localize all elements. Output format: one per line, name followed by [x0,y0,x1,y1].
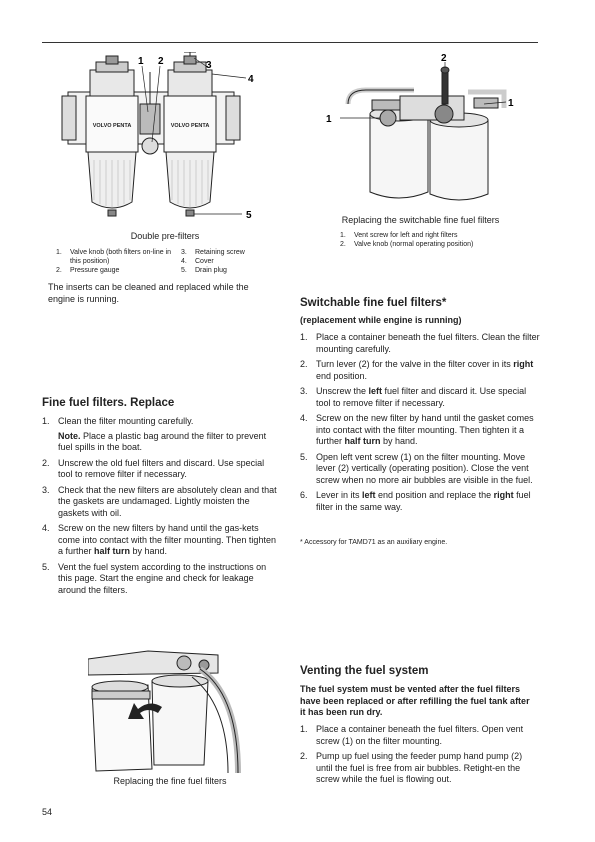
legend-text: Drain plug [195,267,227,274]
top-rule [42,42,538,43]
note-label: Note. [58,430,81,441]
step-text: by hand. [380,436,418,446]
list-item [300,724,540,747]
step-text: Unscrew the [316,386,369,396]
legend-text: Valve knob (both filters on-line in this position) [70,249,172,265]
list-item [300,452,540,487]
switchable-heading: Switchable fine fuel filters* [300,297,447,309]
step-emphasis: left [368,386,383,396]
step-number: 1. [300,724,308,734]
step-number: 2. [42,457,50,468]
step-number: 5. [300,451,308,462]
step-text: Place a container beneath the fuel filters. Clean the filter mounting carefully. [316,332,540,354]
step-emphasis: right [513,359,534,369]
legend-num: 2. [56,267,62,274]
step-text: Vent the fuel system according to the instructions on this page. Start the engine and check for leakage around the filters. [58,561,267,595]
legend-text: Cover [195,258,214,265]
step-emphasis: right [493,490,514,500]
step-number: 4. [300,413,308,423]
callout-1-left: 1 [326,114,332,125]
step-text: end position. [316,370,368,381]
step-number: 2. [300,359,308,369]
fine-filters-heading: Fine fuel filters. Replace [42,397,175,409]
callout-1-right: 1 [508,98,514,109]
list-item [300,332,540,355]
figure1-legend-right [181,248,281,275]
fine-filter-replacement-illustration [88,645,248,773]
brand-label-right: VOLVO PENTA [170,123,210,129]
step-emphasis: half turn [344,436,381,446]
callout-5: 5 [246,210,252,221]
list-item [300,413,540,448]
list-item [42,485,280,520]
step-number: 5. [42,561,50,572]
step-text: Place a container beneath the fuel filters. Open vent screw (1) on the filter mounting. [316,724,524,746]
list-item [300,751,540,786]
callout-3: 3 [206,60,212,71]
list-item [300,490,540,513]
list-item [42,416,280,454]
step-number: 1. [42,416,50,426]
step-number: 1. [300,332,308,342]
step-text: Turn lever (2) for the valve in the filter cover in its [316,359,514,369]
step-number: 3. [42,484,50,495]
figure1-caption: Double pre-filters [130,231,200,241]
callout-2: 2 [441,53,447,64]
step-text: Lever in its [316,490,363,500]
legend-num: 5. [181,267,187,274]
step-text: fuel filter and discard it. Use special tool to remove filter if necessary. [316,386,527,408]
list-item [42,458,280,481]
step-text: Screw on the new filters by hand until the gas-kets come into contact with the filter mounting. Then tighten a further [58,523,276,556]
fine-filters-steps [42,416,280,600]
figure1-legend-left [56,248,176,275]
step-text: fuel filter in the same way. [316,490,531,512]
step-number: 6. [300,490,308,500]
step-number: 2. [300,751,308,761]
legend-num: 4. [181,258,187,265]
step-emphasis: half turn [94,546,131,556]
figure2-caption: Replacing the switchable fine fuel filters [341,215,500,225]
legend-text: Retaining screw [195,249,245,256]
figure3-caption: Replacing the fine fuel filters [113,776,227,786]
list-item [42,562,280,597]
list-item [300,359,540,382]
step-emphasis: left [362,490,376,500]
inserts-note: The inserts can be cleaned and replaced while the engine is running. [48,282,249,304]
step-text: Unscrew the old fuel filters and discard. Use special tool to remove filter if necessary. [58,457,265,479]
legend-num: 1. [56,249,62,256]
footnote: * Accessory for TAMD71 as an auxiliary engine. [300,539,448,546]
switchable-subheading: (replacement while engine is running) [300,315,462,325]
venting-steps [300,724,540,790]
step-number: 3. [300,386,308,396]
step-text: Open left vent screw (1) on the filter mounting. Move lever (2) vertically (operating position). Close the vent screw when no more air bubbles are visible in the fuel. [316,451,533,485]
step-number: 4. [42,523,50,533]
step-text: Clean the filter mounting carefully. [58,416,194,426]
legend-num: 1. [340,232,346,239]
note-text: Place a plastic bag around the filter to prevent fuel spills in the boat. [58,430,267,452]
callout-2: 2 [158,56,164,67]
legend-num: 2. [340,241,346,248]
callout-1: 1 [138,56,144,67]
legend-num: 3. [181,249,187,256]
switchable-filters-illustration [318,52,528,212]
switchable-steps [300,332,540,517]
legend-text: Pressure gauge [70,267,120,274]
venting-intro: The fuel system must be vented after the fuel filters have been replaced or after refilling the fuel tank after it has been run dry. [300,684,530,717]
legend-text: Vent screw for left and right filters [354,232,458,239]
venting-heading: Venting the fuel system [300,665,429,677]
double-prefilters-illustration [60,52,270,227]
page-number: 54 [42,807,53,817]
step-text: by hand. [130,546,168,556]
step-text: Screw on the new filter by hand until the gasket comes into contact with the filter mounting. Then tighten it a further [316,413,534,446]
brand-label-left: VOLVO PENTA [92,123,132,129]
step-text: Check that the new filters are absolutely clean and that the gaskets are undamaged. Lightly moisten the gaskets with oil. [58,484,277,518]
figure2-legend [340,231,540,249]
list-item [300,386,540,409]
step-text: Pump up fuel using the feeder pump hand pump (2) until the fuel is free from air bubbles. Retight-en the screw while the fuel is flowing out. [316,751,523,784]
callout-4: 4 [248,74,254,85]
legend-text: Valve knob (normal operating position) [354,241,474,248]
list-item [42,523,280,558]
step-text: end position and replace the [375,490,494,500]
